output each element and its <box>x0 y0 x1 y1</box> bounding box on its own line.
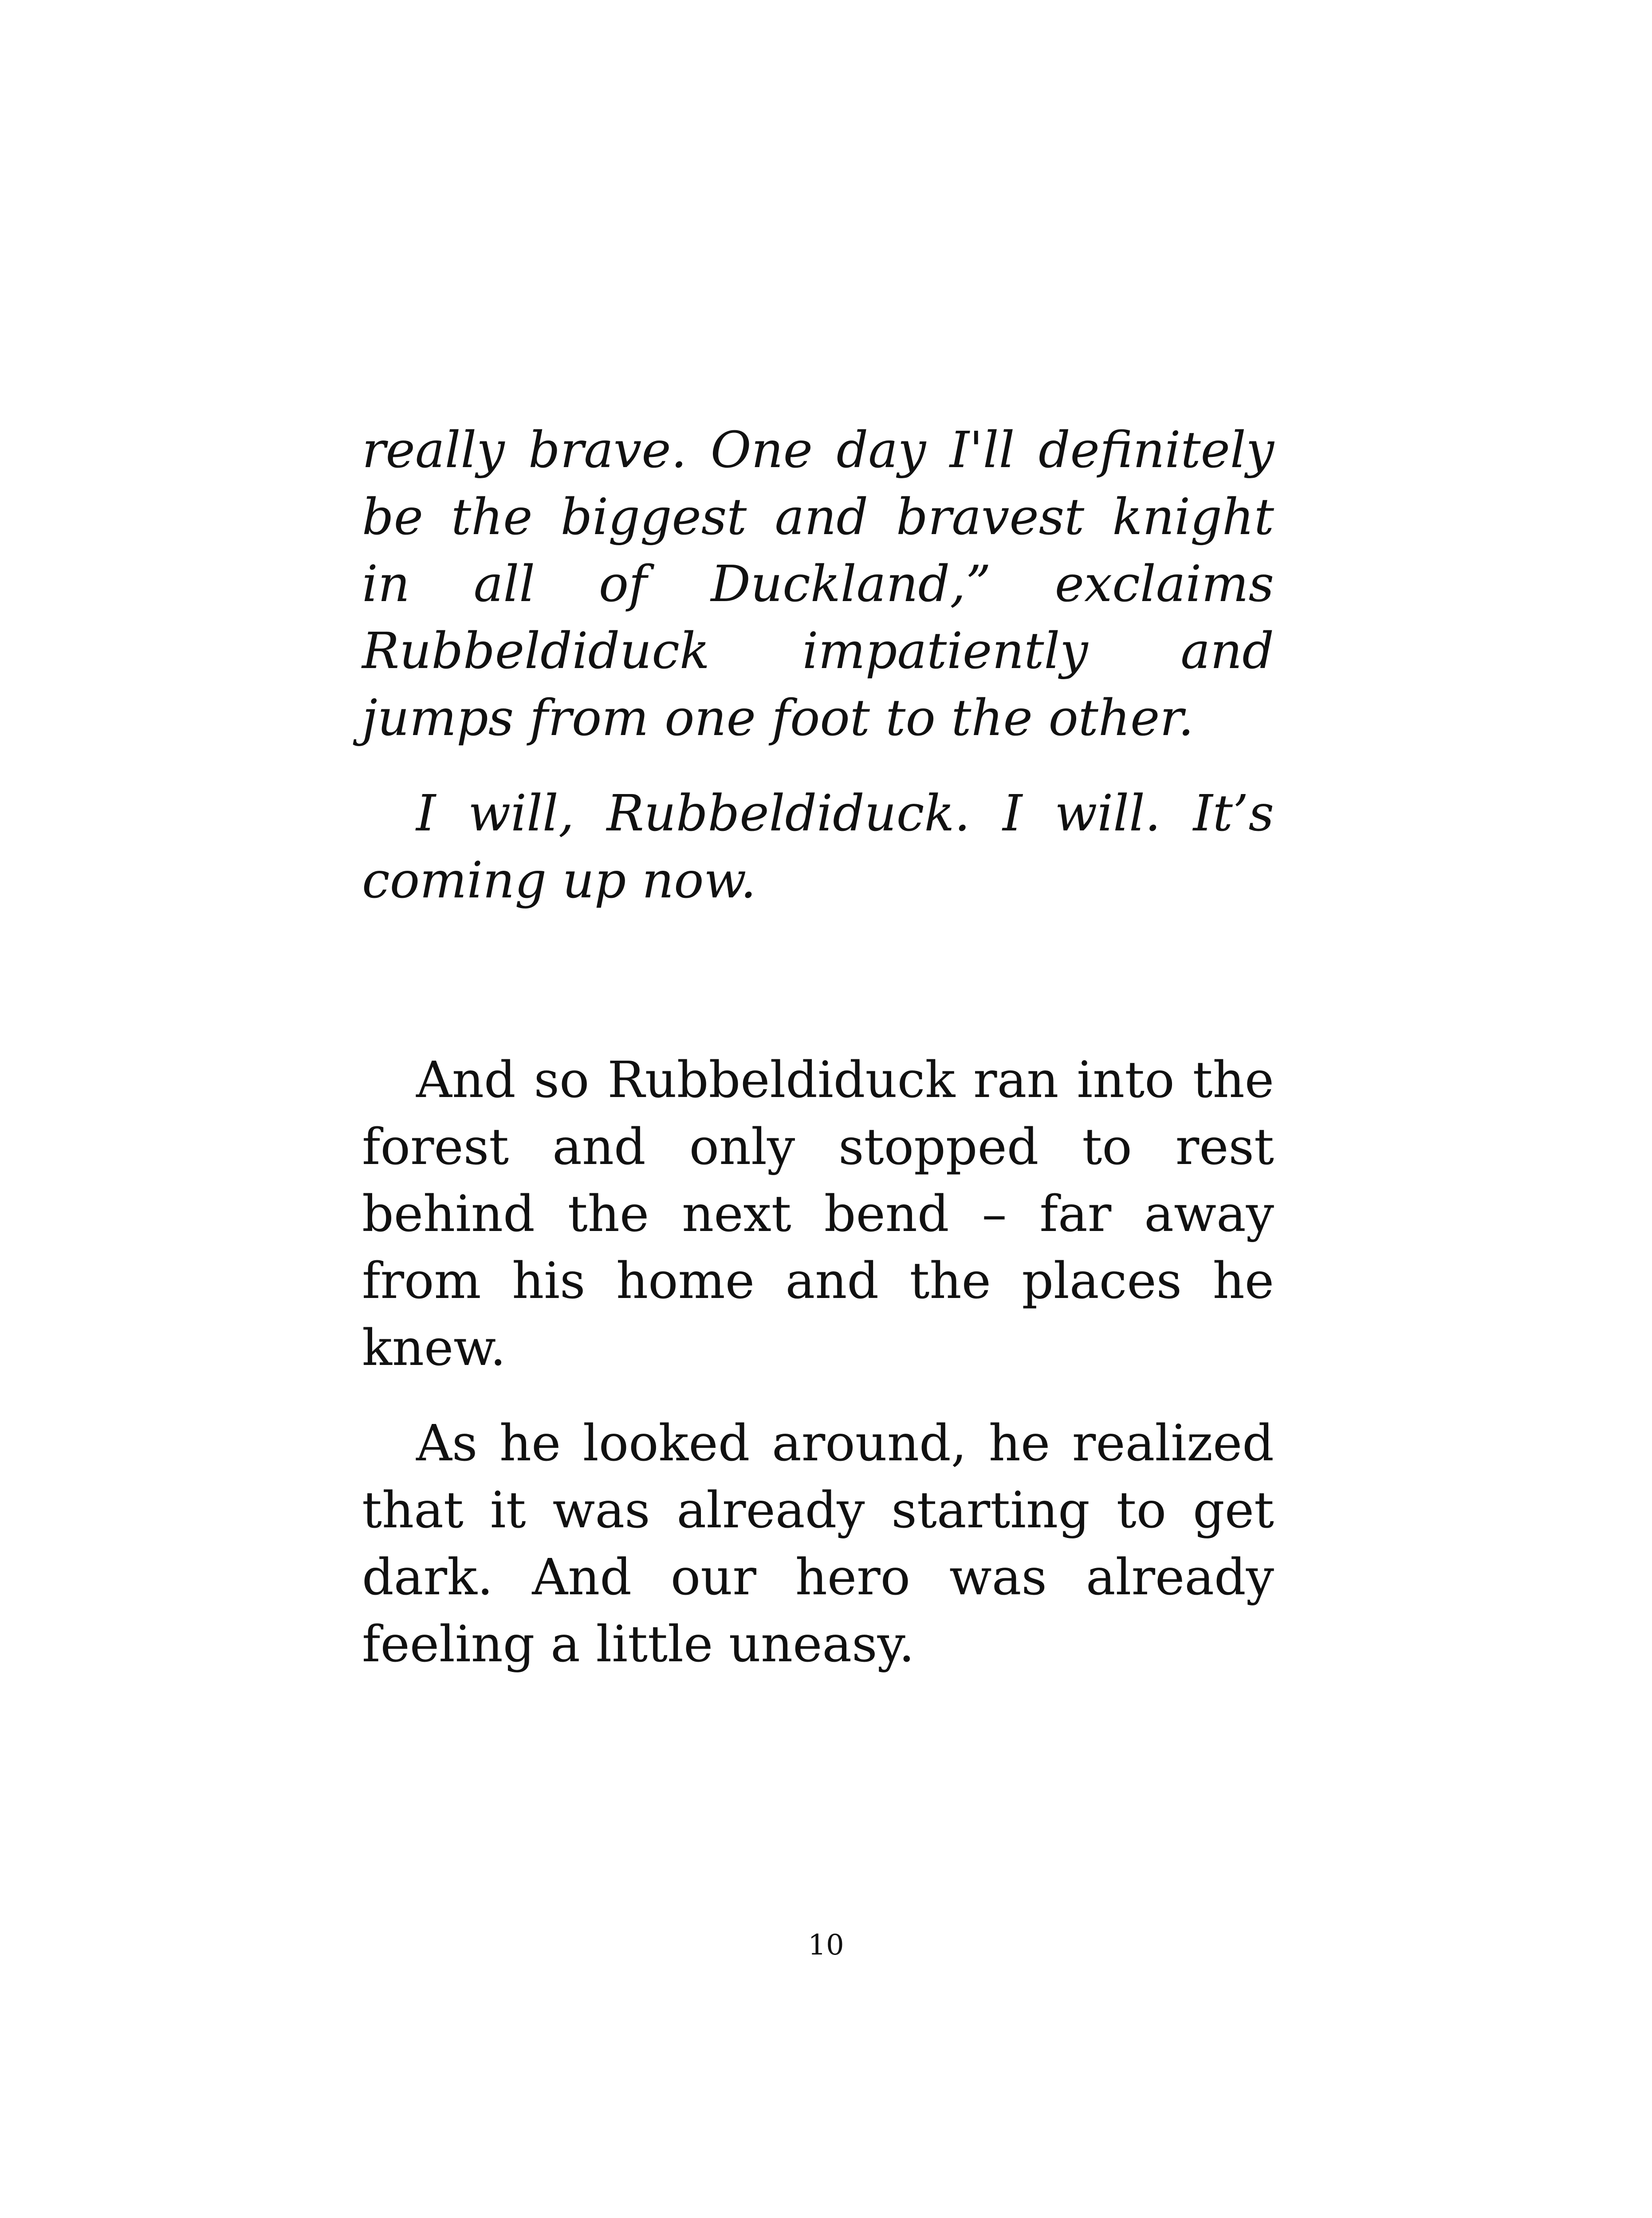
narrative-text-block <box>362 1047 1274 1678</box>
page-number: 10 <box>808 1929 844 1962</box>
paragraph-dialogue-1: really brave. One day I'll definitely be the biggest and bravest knight in all of Duckland,” exclaims Rubbeldiduck impatiently and jumps from one foot to the other. <box>362 421 1274 747</box>
italic-text-block <box>362 417 1274 914</box>
paragraph-narrative-1: And so Rubbeldiduck ran into the forest and only stopped to rest behind the next bend – far away from his home and the places he knew. <box>362 1051 1274 1377</box>
paragraph-narrative-2: As he looked around, he realized that it was already starting to get dark. And our hero was already feeling a little uneasy. <box>362 1415 1274 1673</box>
paragraph-dialogue-2: I will, Rubbeldiduck. I will. It’s coming up now. <box>362 785 1274 909</box>
